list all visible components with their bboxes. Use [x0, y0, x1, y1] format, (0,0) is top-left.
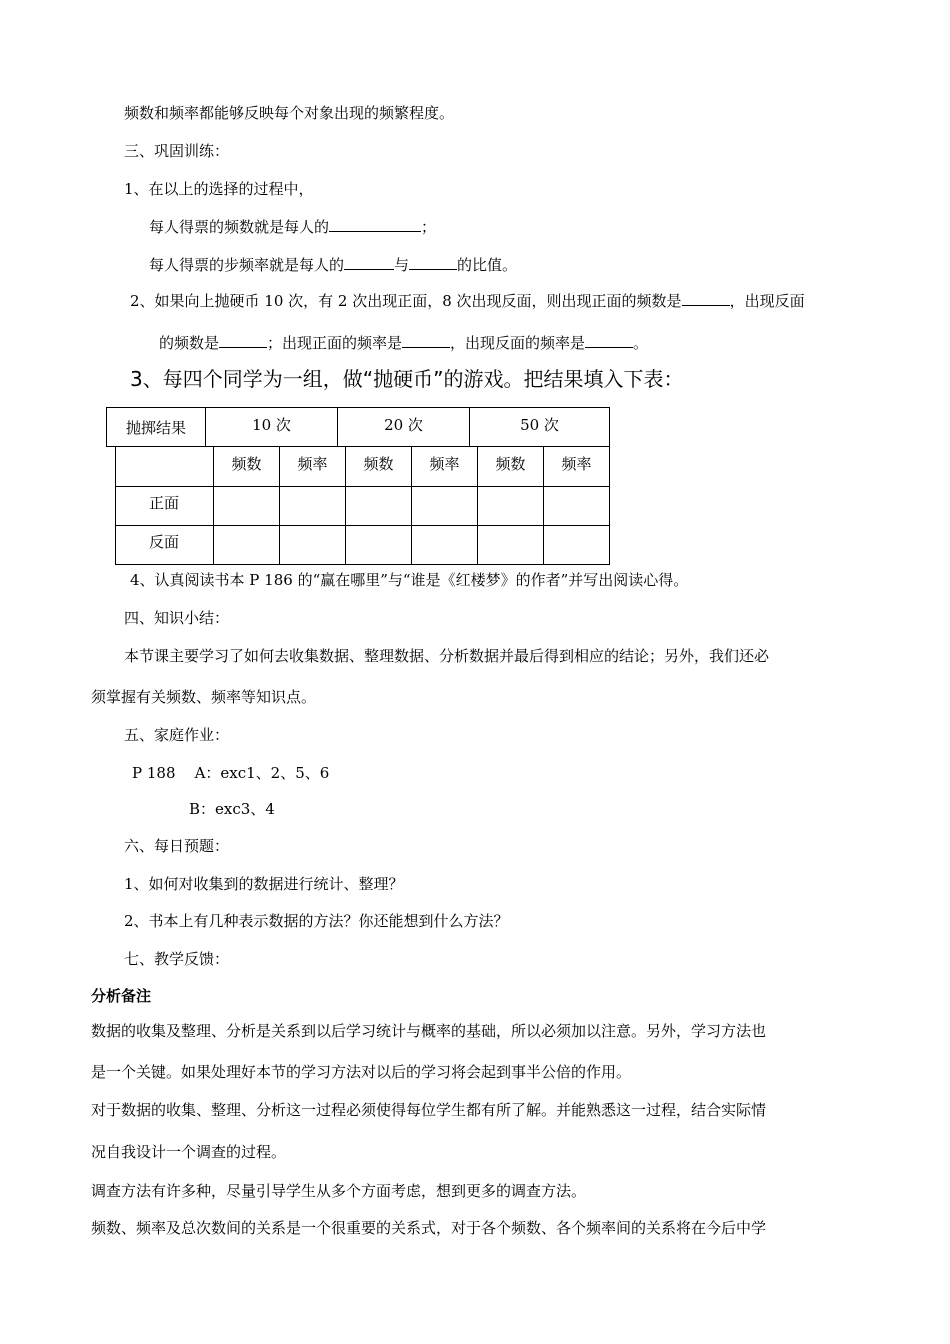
question-4: 4、认真阅读书本 P 186 的“赢在哪里”与“谁是《红楼梦》的作者”并写出阅读心得。	[130, 571, 689, 589]
table-sub-header: 频数	[477, 446, 544, 487]
answer-blank[interactable]	[344, 255, 394, 270]
q1b-mid: 与	[394, 256, 410, 274]
summary-line-1: 本节课主要学习了如何去收集数据、整理数据、分析数据并最后得到相应的结论；另外，我们还必	[124, 647, 770, 665]
table-input-cell[interactable]	[213, 525, 280, 565]
answer-blank[interactable]	[402, 333, 450, 348]
table-input-cell[interactable]	[345, 486, 412, 526]
table-input-cell[interactable]	[411, 525, 478, 565]
answer-blank[interactable]	[329, 217, 421, 232]
analysis-line-3: 对于数据的收集、整理、分析这一过程必须使得每位学生都有所了解。并能熟悉这一过程，结合实际情	[91, 1101, 767, 1119]
section-5-heading: 五、家庭作业：	[124, 726, 230, 744]
table-input-cell[interactable]	[411, 486, 478, 526]
section-4-heading: 四、知识小结：	[124, 609, 230, 627]
table-input-cell[interactable]	[279, 486, 346, 526]
q2b-text-3: ，出现反面的频率是	[450, 334, 586, 352]
analysis-line-6: 频数、频率及总次数间的关系是一个很重要的关系式，对于各个频数、各个频率间的关系将在今后中学	[91, 1219, 767, 1237]
section-7-heading: 七、教学反馈：	[124, 950, 230, 968]
table-input-cell[interactable]	[279, 525, 346, 565]
homework-line-2: B：exc3、4	[189, 800, 275, 818]
q2b-text-2: ；出现正面的频率是	[267, 334, 403, 352]
table-row-label: 正面	[115, 486, 214, 526]
homework-line-1: P 188 A：exc1、2、5、6	[132, 764, 330, 782]
table-sub-header: 频率	[543, 446, 610, 487]
table-input-cell[interactable]	[477, 525, 544, 565]
table-input-cell[interactable]	[477, 486, 544, 526]
analysis-line-2: 是一个关键。如果处理好本节的学习方法对以后的学习将会起到事半公倍的作用。	[91, 1063, 632, 1081]
q1a-end: ；	[421, 218, 437, 236]
table-corner: 抛掷结果	[106, 407, 206, 447]
table-group-header: 10 次	[205, 407, 338, 447]
line-1: 频数和频率都能够反映每个对象出现的频繁程度。	[124, 104, 455, 122]
q2b-text-1: 的频数是	[159, 334, 220, 352]
question-1: 1、在以上的选择的过程中，	[124, 180, 314, 198]
analysis-line-5: 调查方法有许多种，尽量引导学生从多个方面考虑，想到更多的调查方法。	[91, 1182, 587, 1200]
table-sub-header: 频数	[345, 446, 412, 487]
table-sub-header: 频率	[279, 446, 346, 487]
q2b-text-4: 。	[633, 334, 649, 352]
analysis-line-4: 况自我设计一个调查的过程。	[91, 1143, 287, 1161]
table-sub-header: 频率	[411, 446, 478, 487]
analysis-heading: 分析备注	[91, 987, 152, 1005]
answer-blank[interactable]	[585, 333, 633, 348]
table-group-header: 20 次	[337, 407, 470, 447]
table-group-header: 50 次	[469, 407, 610, 447]
section-3-heading: 三、巩固训练：	[124, 142, 230, 160]
table-empty-cell	[115, 446, 214, 487]
preview-question-1: 1、如何对收集到的数据进行统计、整理？	[124, 875, 404, 893]
q2-text: 2、如果向上抛硬币 10 次，有 2 次出现正面，8 次出现反面，则出现正面的频数是	[130, 292, 682, 310]
table-input-cell[interactable]	[543, 486, 610, 526]
question-1a	[149, 217, 436, 237]
q1b-end: 的比值。	[457, 256, 518, 274]
table-sub-header: 频数	[213, 446, 280, 487]
summary-line-2: 须掌握有关频数、频率等知识点。	[91, 688, 317, 706]
table-input-cell[interactable]	[543, 525, 610, 565]
answer-blank[interactable]	[409, 255, 457, 270]
analysis-line-1: 数据的收集及整理、分析是关系到以后学习统计与概率的基础，所以必须加以注意。另外，学习方法也	[91, 1022, 767, 1040]
section-6-heading: 六、每日预题：	[124, 837, 230, 855]
q1a-text: 每人得票的频数就是每人的	[149, 218, 330, 236]
q2-end: ，出现反面	[729, 292, 805, 310]
table-input-cell[interactable]	[213, 486, 280, 526]
table-row-label: 反面	[115, 525, 214, 565]
preview-question-2: 2、书本上有几种表示数据的方法？你还能想到什么方法？	[124, 912, 509, 930]
answer-blank[interactable]	[682, 291, 730, 306]
question-3: 3、每四个同学为一组，做“抛硬币”的游戏。把结果填入下表：	[130, 367, 684, 391]
question-1b	[149, 255, 517, 275]
answer-blank[interactable]	[219, 333, 267, 348]
q1b-text: 每人得票的步频率就是每人的	[149, 256, 345, 274]
table-input-cell[interactable]	[345, 525, 412, 565]
question-2	[130, 291, 805, 311]
question-2b	[159, 333, 648, 353]
